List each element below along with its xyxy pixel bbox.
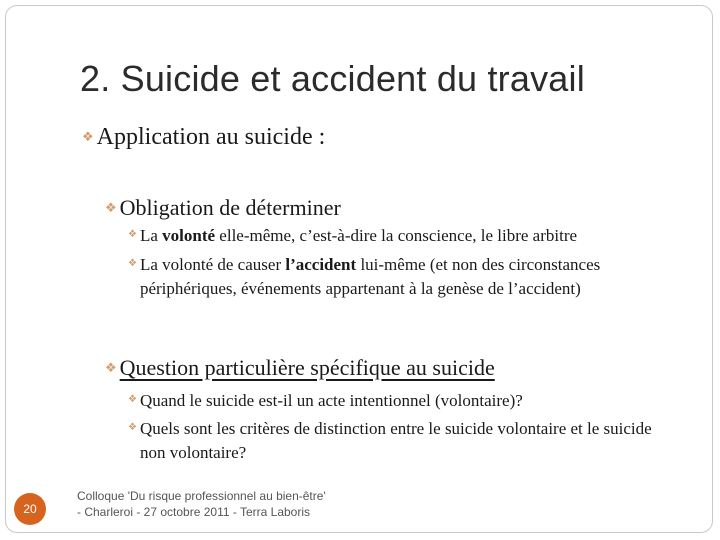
bullet-icon: ❖ <box>82 129 94 144</box>
bullet-icon: ❖ <box>105 200 117 215</box>
section-heading-obligation <box>105 195 341 221</box>
list-item-text: La volonté elle-même, c’est-à-dire la conscience, le libre arbitre <box>139 226 578 245</box>
list-item <box>128 417 668 465</box>
list-item <box>128 253 668 301</box>
list-item-text: Quels sont les critères de distinction entre le suicide volontaire et le suicide non volontaire? <box>139 419 652 462</box>
section-heading-text: Obligation de déterminer <box>119 195 341 220</box>
bullet-icon: ❖ <box>128 229 137 240</box>
bullet-icon: ❖ <box>128 258 137 269</box>
level1-text: Application au suicide : <box>96 124 326 150</box>
bullet-icon: ❖ <box>105 360 117 375</box>
list-item-text: Quand le suicide est-il un acte intentionnel (volontaire)? <box>139 391 523 410</box>
slide-title: 2. Suicide et accident du travail <box>80 58 585 99</box>
section-heading-text: Question particulière spécifique au suicide <box>119 355 495 380</box>
footer-line: - Charleroi - 27 octobre 2011 - Terra Laboris <box>77 505 311 519</box>
bullet-icon: ❖ <box>128 394 137 405</box>
slide-number-badge: 20 <box>14 493 46 525</box>
bullet-icon: ❖ <box>128 422 137 433</box>
footer-line: Colloque 'Du risque professionnel au bien-être' <box>77 489 326 503</box>
list-item <box>128 389 668 413</box>
section-heading-question <box>105 355 495 381</box>
list-item-text: La volonté de causer l’accident lui-même (et non des circonstances périphériques, événements appartenant à la genèse de l’accident) <box>139 255 601 298</box>
level1-item <box>82 124 325 151</box>
list-item <box>128 224 668 248</box>
footer <box>77 488 397 520</box>
emphasis-text: l’accident <box>285 255 357 274</box>
emphasis-text: volonté <box>162 226 216 245</box>
